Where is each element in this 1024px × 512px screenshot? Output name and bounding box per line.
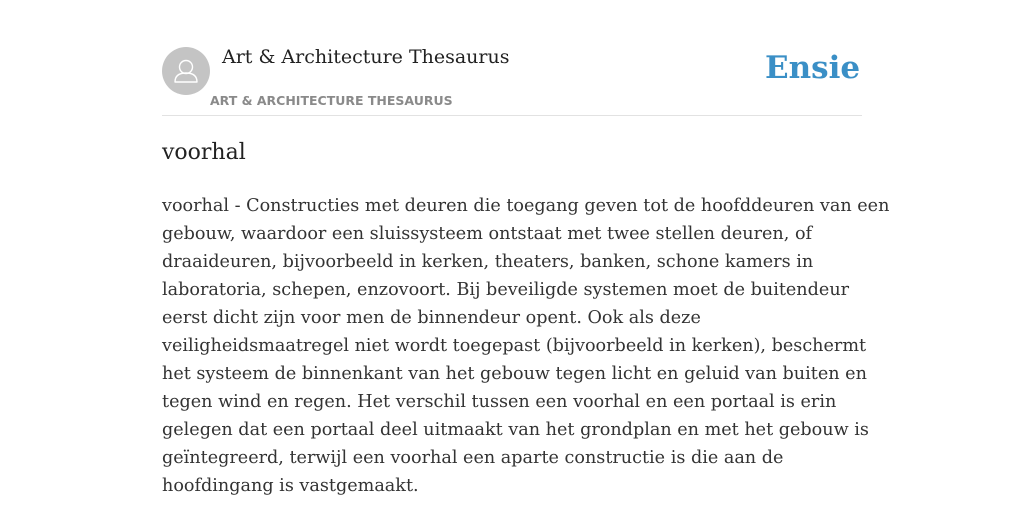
site-logo[interactable]: Ensie <box>765 50 861 86</box>
definition-line: veiligheidsmaatregel niet wordt toegepast (bijvoorbeeld in kerken), beschermt <box>162 336 867 356</box>
source-label[interactable]: ART & ARCHITECTURE THESAURUS <box>210 93 453 108</box>
definition-line: het systeem de binnenkant van het gebouw tegen licht en geluid van buiten en <box>162 364 867 384</box>
definition-line: laboratoria, schepen, enzovoort. Bij beveiligde systemen moet de buitendeur <box>162 280 850 300</box>
definition-line: gebouw, waardoor een sluissysteem ontstaat met twee stellen deuren, of <box>162 224 813 244</box>
definition-line: gelegen dat een portaal deel uitmaakt van het grondplan en met het gebouw is <box>162 420 869 440</box>
definition-line: voorhal - Constructies met deuren die toegang geven tot de hoofddeuren van een <box>162 196 890 216</box>
definition-line: eerst dicht zijn voor men de binnendeur opent. Ook als deze <box>162 308 701 328</box>
author-name[interactable]: Art & Architecture Thesaurus <box>222 46 510 68</box>
page-title: voorhal <box>162 140 246 165</box>
definition-text <box>162 192 890 500</box>
definition-line: draaideuren, bijvoorbeeld in kerken, theaters, banken, schone kamers in <box>162 252 814 272</box>
definition-line: hoofdingang is vastgemaakt. <box>162 476 419 496</box>
header-divider <box>162 115 862 116</box>
definition-line: geïntegreerd, terwijl een voorhal een aparte constructie is die aan de <box>162 448 784 468</box>
avatar[interactable] <box>162 47 210 95</box>
user-avatar-icon <box>162 47 210 95</box>
definition-line: tegen wind en regen. Het verschil tussen een voorhal en een portaal is erin <box>162 392 837 412</box>
